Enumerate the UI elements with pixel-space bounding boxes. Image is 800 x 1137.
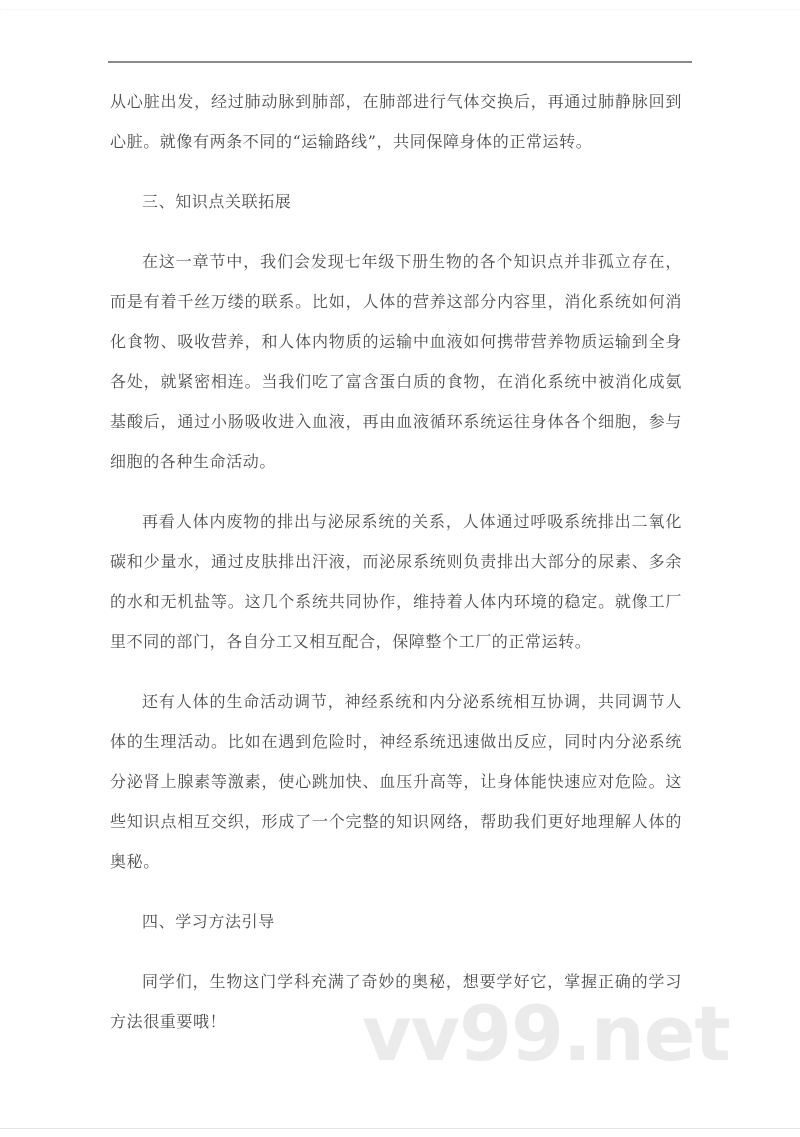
paragraph-knowledge-links: 在这一章节中，我们会发现七年级下册生物的各个知识点并非孤立存在，而是有着千丝万缕的联系。比如，人体的营养这部分内容里，消化系统如何消化食物、吸收营养，和人体内物质的运输中血液如何携带营养物质运输到全身各处，就紧密相连。当我们吃了富含蛋白质的食物，在消化系统中被消化成氨基酸后，通过小肠吸收进入血液，再由血液循环系统运往身体各个细胞，参与细胞的各种生命活动。 — [110, 252, 682, 471]
site-watermark: vv99.net — [362, 989, 730, 1078]
heading-section-four: 四、学习方法引导 — [142, 912, 275, 931]
paragraph-excretion: 再看人体内废物的排出与泌尿系统的关系，人体通过呼吸系统排出二氧化碳和少量水，通过皮肤排出汗液，而泌尿系统则负责排出大部分的尿素、多余的水和无机盐等。这几个系统共同协作，维持着人体内环境的稳定。就像工厂里不同的部门，各自分工又相互配合，保障整个工厂的正常运转。 — [110, 512, 682, 651]
header-separator-rule — [108, 61, 692, 63]
paragraph-closing: 同学们，生物这门学科充满了奇妙的奥秘，想要学好它，掌握正确的学习方法很重要哦！ — [110, 972, 682, 1031]
heading-section-three: 三、知识点关联拓展 — [142, 192, 292, 211]
page-bottom-edge — [0, 1128, 800, 1129]
paragraph-continuation: 从心脏出发，经过肺动脉到肺部，在肺部进行气体交换后，再通过肺静脉回到心脏。就像有两条不同的“运输路线”，共同保障身体的正常运转。 — [110, 92, 682, 151]
paragraph-regulation: 还有人体的生命活动调节，神经系统和内分泌系统相互协调，共同调节人体的生理活动。比如在遇到危险时，神经系统迅速做出反应，同时内分泌系统分泌肾上腺素等激素，使心跳加快、血压升高等，让身体能快速应对危险。这些知识点相互交织，形成了一个完整的知识网络，帮助我们更好地理解人体的奥秘。 — [110, 692, 682, 871]
page-top-edge — [0, 9, 800, 12]
document-body — [110, 82, 682, 1062]
